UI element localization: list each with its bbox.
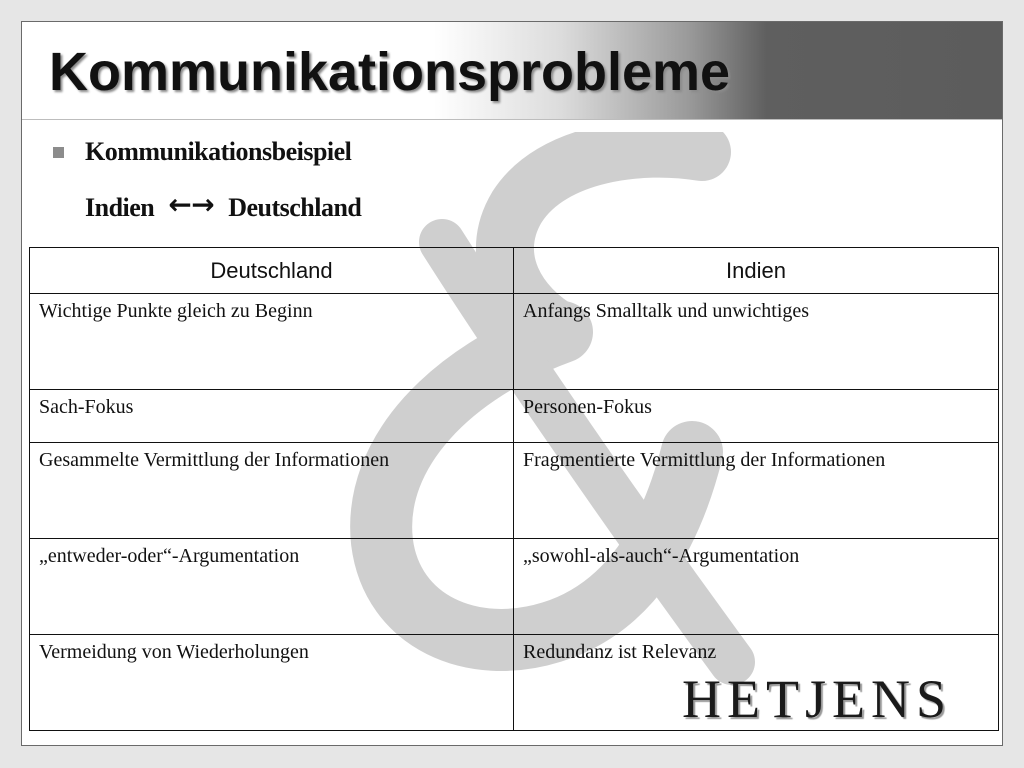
table-cell: Sach-Fokus — [30, 390, 514, 443]
column-header-deutschland: Deutschland — [30, 248, 514, 294]
comparison-line — [85, 190, 361, 223]
comparison-left: Indien — [85, 193, 155, 222]
column-header-indien: Indien — [514, 248, 999, 294]
table-row — [30, 294, 999, 390]
bidirectional-arrow-icon: ←→ — [168, 188, 215, 221]
table-cell: „entweder-oder“-Argumentation — [30, 539, 514, 635]
table-cell: Personen-Fokus — [514, 390, 999, 443]
comparison-right: Deutschland — [228, 193, 362, 222]
slide-title: Kommunikationsprobleme — [49, 42, 731, 102]
table-cell: „sowohl-als-auch“-Argumentation — [514, 539, 999, 635]
table-row — [30, 539, 999, 635]
table-row — [30, 390, 999, 443]
table-header-row — [30, 248, 999, 294]
table-cell: Anfangs Smalltalk und unwichtiges — [514, 294, 999, 390]
hetjens-logo: HETJENS — [682, 669, 952, 729]
bullet-icon — [53, 147, 64, 158]
table-cell: Redundanz ist Relevanz — [514, 635, 999, 731]
comparison-table — [29, 247, 999, 731]
table-cell: Gesammelte Vermittlung der Informationen — [30, 443, 514, 539]
table-cell: Fragmentierte Vermittlung der Informationen — [514, 443, 999, 539]
table-cell: Vermeidung von Wiederholungen — [30, 635, 514, 731]
table-cell: Wichtige Punkte gleich zu Beginn — [30, 294, 514, 390]
slide — [21, 21, 1003, 746]
table-row — [30, 443, 999, 539]
title-bar — [22, 22, 1002, 120]
subheading: Kommunikationsbeispiel — [85, 137, 352, 166]
